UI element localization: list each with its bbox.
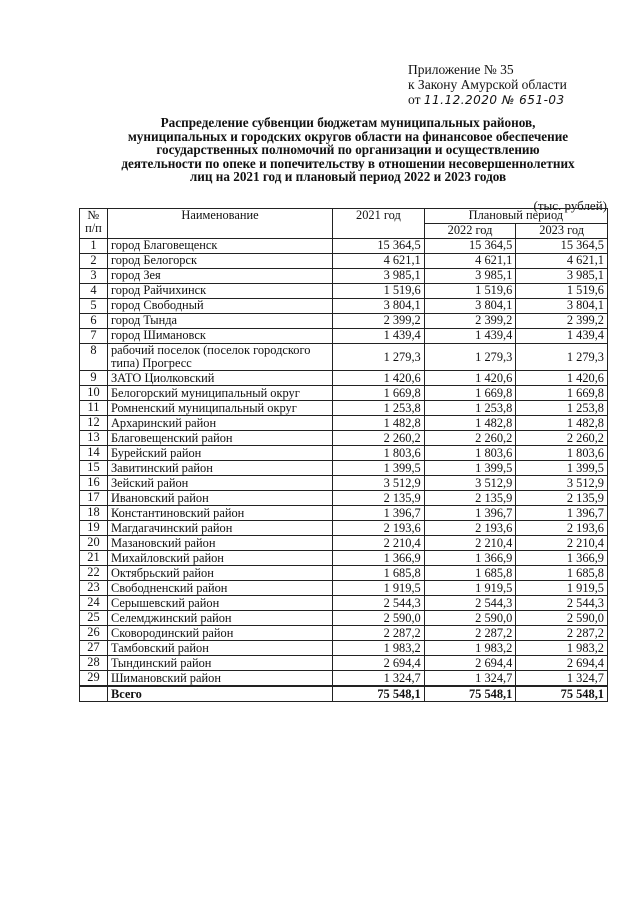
row-value-2021: 3 985,1	[333, 269, 425, 284]
row-value-2023: 2 694,4	[516, 656, 608, 671]
appendix-date-prefix: от	[408, 92, 421, 107]
row-value-2021: 2 590,0	[333, 611, 425, 626]
row-value-2021: 1 253,8	[333, 401, 425, 416]
row-number: 2	[80, 254, 108, 269]
subvention-table	[79, 208, 608, 702]
row-number: 13	[80, 431, 108, 446]
row-value-2023: 1 396,7	[516, 506, 608, 521]
row-name: Архаринский район	[107, 416, 332, 431]
row-value-2023: 1 279,3	[516, 344, 608, 371]
row-number: 19	[80, 521, 108, 536]
row-value-2023: 1 366,9	[516, 551, 608, 566]
row-name: Завитинский район	[107, 461, 332, 476]
table-row	[80, 284, 608, 299]
row-number: 9	[80, 371, 108, 386]
row-value-2022: 1 482,8	[424, 416, 516, 431]
total-row	[80, 686, 608, 702]
row-value-2021: 15 364,5	[333, 239, 425, 254]
row-value-2022: 2 287,2	[424, 626, 516, 641]
row-value-2022: 1 366,9	[424, 551, 516, 566]
row-value-2021: 1 685,8	[333, 566, 425, 581]
row-value-2022: 3 512,9	[424, 476, 516, 491]
table-row	[80, 269, 608, 284]
row-value-2021: 1 983,2	[333, 641, 425, 656]
row-name: город Благовещенск	[107, 239, 332, 254]
header-2022: 2022 год	[424, 224, 516, 239]
row-number: 8	[80, 344, 108, 371]
table-row	[80, 521, 608, 536]
row-value-2023: 2 590,0	[516, 611, 608, 626]
title-line: деятельности по опеке и попечительству в отношении несовершеннолетних	[121, 155, 575, 171]
table-row	[80, 386, 608, 401]
row-value-2022: 2 694,4	[424, 656, 516, 671]
row-value-2022: 2 135,9	[424, 491, 516, 506]
table-row	[80, 626, 608, 641]
row-name: город Зея	[107, 269, 332, 284]
row-value-2022: 1 983,2	[424, 641, 516, 656]
table-row	[80, 641, 608, 656]
table-row	[80, 446, 608, 461]
table-row	[80, 314, 608, 329]
table-row	[80, 239, 608, 254]
row-value-2022: 1 519,6	[424, 284, 516, 299]
title-line: Распределение субвенции бюджетам муниципальных районов,	[160, 115, 536, 130]
row-value-2021: 1 439,4	[333, 329, 425, 344]
total-label: Всего	[107, 686, 332, 702]
row-value-2021: 1 669,8	[333, 386, 425, 401]
total-number-cell	[80, 686, 108, 702]
row-value-2023: 1 519,6	[516, 284, 608, 299]
row-number: 16	[80, 476, 108, 491]
row-value-2021: 2 193,6	[333, 521, 425, 536]
row-number: 27	[80, 641, 108, 656]
row-name: Свободненский район	[107, 581, 332, 596]
unit-label: (тыс. рублей)	[533, 198, 607, 213]
row-name: ЗАТО Циолковский	[107, 371, 332, 386]
row-value-2021: 1 366,9	[333, 551, 425, 566]
row-value-2023: 2 135,9	[516, 491, 608, 506]
row-value-2022: 1 803,6	[424, 446, 516, 461]
appendix-number: Приложение № 35	[408, 62, 514, 77]
row-value-2023: 1 482,8	[516, 416, 608, 431]
document-title	[68, 116, 628, 184]
table-row	[80, 671, 608, 687]
row-value-2022: 1 420,6	[424, 371, 516, 386]
row-name: Октябрьский район	[107, 566, 332, 581]
row-value-2022: 1 669,8	[424, 386, 516, 401]
row-value-2023: 1 324,7	[516, 671, 608, 687]
table-row	[80, 551, 608, 566]
row-value-2022: 1 399,5	[424, 461, 516, 476]
row-value-2022: 1 324,7	[424, 671, 516, 687]
row-number: 23	[80, 581, 108, 596]
row-value-2023: 3 985,1	[516, 269, 608, 284]
total-value-2022: 75 548,1	[424, 686, 516, 702]
appendix-law-reference: к Закону Амурской области	[408, 77, 567, 92]
row-value-2021: 2 135,9	[333, 491, 425, 506]
table-row	[80, 476, 608, 491]
title-line: государственных полномочий по организации и осуществлению	[156, 142, 540, 157]
row-value-2022: 1 253,8	[424, 401, 516, 416]
table-row	[80, 656, 608, 671]
table-row	[80, 596, 608, 611]
row-value-2023: 3 512,9	[516, 476, 608, 491]
table-body	[80, 239, 608, 702]
row-name: Благовещенский район	[107, 431, 332, 446]
table-row	[80, 371, 608, 386]
header-planned-period: Плановый период	[424, 209, 607, 224]
row-value-2023: 1 803,6	[516, 446, 608, 461]
row-value-2021: 2 260,2	[333, 431, 425, 446]
row-number: 5	[80, 299, 108, 314]
row-value-2023: 2 193,6	[516, 521, 608, 536]
row-number: 3	[80, 269, 108, 284]
row-value-2022: 1 919,5	[424, 581, 516, 596]
row-name: город Шимановск	[107, 329, 332, 344]
appendix-date-line	[408, 92, 567, 108]
title-line: лиц на 2021 год и плановый период 2022 и 2023 годов	[189, 169, 507, 184]
row-value-2022: 15 364,5	[424, 239, 516, 254]
row-value-2023: 1 253,8	[516, 401, 608, 416]
row-value-2022: 4 621,1	[424, 254, 516, 269]
row-value-2023: 4 621,1	[516, 254, 608, 269]
appendix-block	[408, 62, 567, 108]
row-value-2022: 1 685,8	[424, 566, 516, 581]
table-row	[80, 431, 608, 446]
total-value-2021: 75 548,1	[333, 686, 425, 702]
row-value-2022: 1 279,3	[424, 344, 516, 371]
row-name: Шимановский район	[107, 671, 332, 687]
row-value-2023: 2 544,3	[516, 596, 608, 611]
row-number: 14	[80, 446, 108, 461]
row-value-2023: 1 439,4	[516, 329, 608, 344]
row-name: Ивановский район	[107, 491, 332, 506]
header-2023: 2023 год	[516, 224, 608, 239]
row-value-2022: 2 260,2	[424, 431, 516, 446]
row-value-2023: 15 364,5	[516, 239, 608, 254]
table-row	[80, 299, 608, 314]
table-row	[80, 491, 608, 506]
row-value-2022: 3 804,1	[424, 299, 516, 314]
row-name: город Тында	[107, 314, 332, 329]
appendix-handwritten-date: 11.12.2020 № 651-03	[423, 93, 565, 107]
row-value-2021: 3 512,9	[333, 476, 425, 491]
row-value-2021: 1 396,7	[333, 506, 425, 521]
row-value-2023: 1 919,5	[516, 581, 608, 596]
table-row	[80, 566, 608, 581]
table-row	[80, 461, 608, 476]
row-name: Сковородинский район	[107, 626, 332, 641]
row-value-2021: 1 803,6	[333, 446, 425, 461]
row-number: 4	[80, 284, 108, 299]
row-value-2022: 3 985,1	[424, 269, 516, 284]
row-number: 17	[80, 491, 108, 506]
row-value-2023: 1 685,8	[516, 566, 608, 581]
row-name: Тамбовский район	[107, 641, 332, 656]
row-value-2021: 4 621,1	[333, 254, 425, 269]
row-value-2021: 1 420,6	[333, 371, 425, 386]
row-value-2021: 2 287,2	[333, 626, 425, 641]
row-value-2021: 1 482,8	[333, 416, 425, 431]
total-value-2023: 75 548,1	[516, 686, 608, 702]
row-number: 24	[80, 596, 108, 611]
header-number	[80, 209, 108, 239]
table-row	[80, 416, 608, 431]
row-value-2022: 2 193,6	[424, 521, 516, 536]
row-name: город Свободный	[107, 299, 332, 314]
row-number: 29	[80, 671, 108, 687]
table-row	[80, 536, 608, 551]
table-row	[80, 401, 608, 416]
row-value-2021: 1 919,5	[333, 581, 425, 596]
row-value-2022: 2 399,2	[424, 314, 516, 329]
row-value-2023: 1 983,2	[516, 641, 608, 656]
row-value-2021: 1 519,6	[333, 284, 425, 299]
row-name: Селемджинский район	[107, 611, 332, 626]
row-name: рабочий поселок (поселок городского типа) Прогресс	[107, 344, 332, 371]
row-value-2021: 2 544,3	[333, 596, 425, 611]
row-number: 21	[80, 551, 108, 566]
row-name: Зейский район	[107, 476, 332, 491]
row-value-2021: 1 399,5	[333, 461, 425, 476]
row-value-2023: 1 399,5	[516, 461, 608, 476]
table-row	[80, 329, 608, 344]
row-value-2022: 2 544,3	[424, 596, 516, 611]
header-number-line1: №	[87, 208, 100, 222]
row-name: Мазановский район	[107, 536, 332, 551]
row-name: Тындинский район	[107, 656, 332, 671]
row-value-2023: 1 669,8	[516, 386, 608, 401]
row-name: Белогорский муниципальный округ	[107, 386, 332, 401]
header-number-line2: п/п	[85, 221, 102, 236]
row-number: 18	[80, 506, 108, 521]
table-row	[80, 344, 608, 371]
row-value-2022: 1 439,4	[424, 329, 516, 344]
row-value-2023: 2 399,2	[516, 314, 608, 329]
table-row	[80, 611, 608, 626]
row-value-2021: 1 279,3	[333, 344, 425, 371]
title-line: муниципальных и городских округов области на финансовое обеспечение	[127, 128, 569, 144]
row-number: 28	[80, 656, 108, 671]
row-number: 25	[80, 611, 108, 626]
header-2021: 2021 год	[333, 209, 425, 239]
row-value-2021: 2 210,4	[333, 536, 425, 551]
row-number: 6	[80, 314, 108, 329]
row-number: 15	[80, 461, 108, 476]
row-name: Магдагачинский район	[107, 521, 332, 536]
row-value-2022: 1 396,7	[424, 506, 516, 521]
header-row	[80, 209, 608, 224]
row-number: 11	[80, 401, 108, 416]
row-number: 26	[80, 626, 108, 641]
row-number: 20	[80, 536, 108, 551]
header-name: Наименование	[107, 209, 332, 239]
row-value-2022: 2 590,0	[424, 611, 516, 626]
row-value-2023: 2 287,2	[516, 626, 608, 641]
row-value-2022: 2 210,4	[424, 536, 516, 551]
row-value-2021: 3 804,1	[333, 299, 425, 314]
row-name: город Райчихинск	[107, 284, 332, 299]
row-name: город Белогорск	[107, 254, 332, 269]
row-value-2023: 2 210,4	[516, 536, 608, 551]
row-value-2023: 2 260,2	[516, 431, 608, 446]
row-name: Серышевский район	[107, 596, 332, 611]
row-number: 7	[80, 329, 108, 344]
table-row	[80, 506, 608, 521]
row-name: Михайловский район	[107, 551, 332, 566]
row-number: 10	[80, 386, 108, 401]
row-value-2021: 2 694,4	[333, 656, 425, 671]
row-number: 12	[80, 416, 108, 431]
row-value-2023: 3 804,1	[516, 299, 608, 314]
row-value-2021: 1 324,7	[333, 671, 425, 687]
row-name: Ромненский муниципальный округ	[107, 401, 332, 416]
row-name: Бурейский район	[107, 446, 332, 461]
row-value-2023: 1 420,6	[516, 371, 608, 386]
table-row	[80, 581, 608, 596]
row-value-2021: 2 399,2	[333, 314, 425, 329]
row-name: Константиновский район	[107, 506, 332, 521]
table-row	[80, 254, 608, 269]
row-number: 22	[80, 566, 108, 581]
row-number: 1	[80, 239, 108, 254]
